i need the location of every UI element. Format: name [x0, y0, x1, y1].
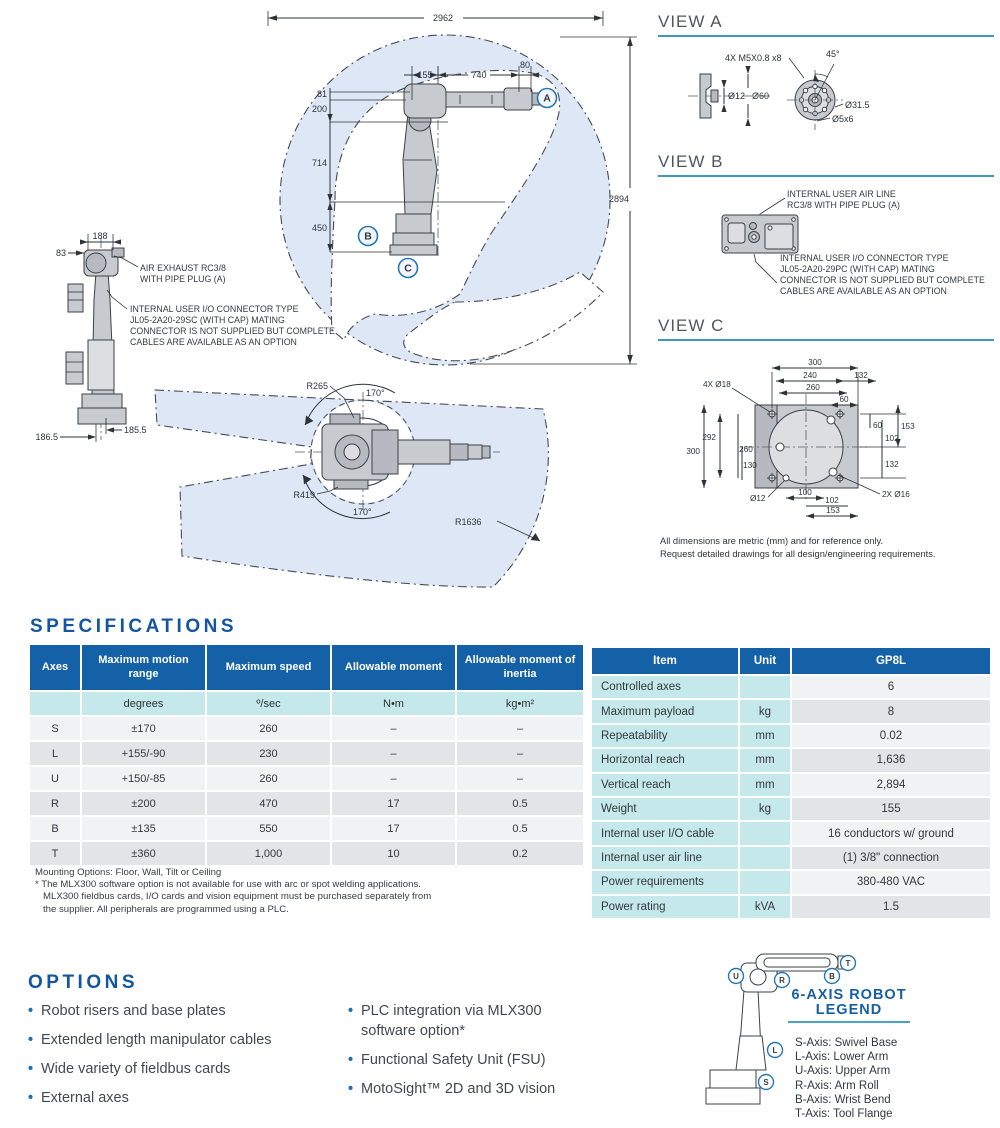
dim-2894: 2894 — [608, 194, 629, 204]
view-c-block — [658, 316, 994, 341]
value-cell: 8 — [792, 700, 990, 722]
dim-angle-top: 170° — [366, 388, 385, 398]
item-cell: Internal user air line — [592, 847, 738, 869]
table-cell: 0.5 — [457, 792, 583, 815]
view-c-dim-b153: 153 — [826, 506, 840, 515]
callout-io-connector-line3: CONNECTOR IS NOT SUPPLIED BUT COMPLETE — [130, 326, 335, 336]
legend-title-line2: LEGEND — [815, 1002, 883, 1018]
item-cell: Vertical reach — [592, 774, 738, 796]
col-header-unit: Unit — [740, 648, 790, 674]
value-cell: 0.02 — [792, 725, 990, 747]
unit-cell — [740, 676, 790, 698]
table-cell: 230 — [207, 742, 330, 765]
unit-cell — [740, 822, 790, 844]
options-column-1 — [28, 1001, 328, 1117]
table-cell: 260 — [207, 767, 330, 790]
unit-cell: mm — [740, 749, 790, 771]
view-b-block — [658, 152, 994, 177]
view-a-bolt-note: 4X M5X0.8 x8 — [725, 53, 782, 63]
view-c-dim-r60: 60 — [873, 421, 883, 430]
item-cell: Internal user I/O cable — [592, 822, 738, 844]
table-cell: +155/-90 — [82, 742, 205, 765]
view-c-dim-l130: 130 — [743, 461, 757, 470]
view-c-dim-t132: 132 — [854, 371, 868, 380]
table-cell: 17 — [332, 817, 455, 840]
view-c-dim-r153: 153 — [901, 422, 915, 431]
axis-balloon-l: L — [772, 1045, 778, 1055]
legend-item-b: B-Axis: Wrist Bend — [795, 1093, 891, 1106]
dim-185-5: 185.5 — [124, 425, 147, 435]
mounting-note: Mounting Options: Floor, Wall, Tilt or Ceiling — [35, 867, 222, 878]
option-item: • Functional Safety Unit (FSU) — [348, 1050, 593, 1070]
view-a-dim-12: Ø12 — [728, 91, 746, 101]
footnote-line2: MLX300 fieldbus cards, I/O cards and vision equipment must be purchased separately from — [43, 891, 432, 903]
legend-item-u: U-Axis: Upper Arm — [795, 1065, 891, 1078]
view-c-dim-t260: 260 — [806, 383, 820, 392]
table-cell: – — [457, 742, 583, 765]
option-item: • PLC integration via MLX300 software option* — [348, 1001, 593, 1041]
dim-186-5: 186.5 — [35, 432, 58, 442]
value-cell: 380-480 VAC — [792, 871, 990, 893]
balloon-view-a-label: A — [543, 92, 551, 105]
profile-view-robot — [66, 238, 126, 440]
view-c-dim-l260: 260 — [739, 445, 753, 454]
view-a-dim-45: 45° — [826, 49, 840, 59]
col-header-item: Item — [592, 648, 738, 674]
table-cell: U — [30, 767, 80, 790]
options-column-2 — [348, 1001, 593, 1108]
view-c-dim-b100: 100 — [798, 488, 812, 497]
view-c-dim-b16: 2X Ø16 — [882, 490, 910, 499]
table-cell: – — [332, 767, 455, 790]
unit-cell: mm — [740, 725, 790, 747]
dim-81: 81 — [316, 89, 327, 99]
view-c-dim-r132: 132 — [885, 460, 899, 469]
spec-footnotes — [35, 867, 431, 916]
item-cell: Maximum payload — [592, 700, 738, 722]
col-header-gp8l: GP8L — [792, 648, 990, 674]
value-cell: 16 conductors w/ ground — [792, 822, 990, 844]
specifications-heading: SPECIFICATIONS — [30, 616, 237, 637]
option-item: • External axes — [28, 1088, 328, 1108]
view-a-dim-5x6: Ø5x6 — [832, 114, 854, 124]
view-a-rule — [658, 35, 994, 37]
unit-cell: kg — [740, 798, 790, 820]
table-cell: – — [457, 767, 583, 790]
col-header-moment-inertia: Allowable moment of inertia — [457, 645, 583, 690]
legend-item-t: T-Axis: Tool Flange — [795, 1108, 893, 1121]
table-cell: – — [332, 742, 455, 765]
unit-cell — [740, 847, 790, 869]
callout-air-exhaust-line1: AIR EXHAUST RC3/8 — [140, 263, 226, 273]
units-cell — [30, 692, 80, 715]
units-cell: º/sec — [207, 692, 330, 715]
footnote-line3: the supplier. All peripherals are programmed using a PLC. — [43, 903, 289, 915]
view-c-dim-r102: 102 — [885, 434, 899, 443]
dim-155: 155 — [417, 70, 433, 80]
view-c-title: VIEW C — [658, 316, 725, 335]
item-cell: Horizontal reach — [592, 749, 738, 771]
table-cell: 0.2 — [457, 842, 583, 865]
option-item: • Extended length manipulator cables — [28, 1030, 328, 1050]
callout-io-connector-line2: JL05-2A20-29SC (WITH CAP) MATING — [130, 315, 285, 325]
view-c-drawing — [658, 348, 994, 532]
col-header-allowable-moment: Allowable moment — [332, 645, 455, 690]
dimension-note — [660, 535, 935, 561]
dim-2962: 2962 — [432, 13, 454, 23]
view-a-dim-60: Ø60 — [752, 91, 770, 101]
table-cell: ±135 — [82, 817, 205, 840]
dim-r265: R265 — [306, 381, 328, 391]
view-b-io-line2: JL05-2A20-29PC (WITH CAP) MATING — [780, 264, 935, 274]
table-cell: 10 — [332, 842, 455, 865]
callout-io-connector-line1: INTERNAL USER I/O CONNECTOR TYPE — [130, 304, 299, 314]
dim-188: 188 — [92, 231, 108, 241]
view-c-dim-l300: 300 — [686, 447, 700, 456]
units-cell: kg•m² — [457, 692, 583, 715]
dimension-note-line1: All dimensions are metric (mm) and for reference only. — [660, 536, 884, 546]
unit-cell: kVA — [740, 896, 790, 918]
axis-balloon-b: B — [829, 971, 835, 981]
axis-balloon-r: R — [779, 975, 785, 985]
callout-io-connector-line4: CABLES ARE AVAILABLE AS AN OPTION — [130, 337, 297, 347]
value-cell: 1,636 — [792, 749, 990, 771]
unit-cell: mm — [740, 774, 790, 796]
table-cell: 1,000 — [207, 842, 330, 865]
option-item: • Robot risers and base plates — [28, 1001, 328, 1021]
dimension-note-line2: Request detailed drawings for all design/engineering requirements. — [660, 549, 936, 559]
view-b-io-line4: CABLES ARE AVAILABLE AS AN OPTION — [780, 286, 947, 296]
view-c-dim-t60: 60 — [839, 395, 849, 404]
legend-title — [788, 988, 910, 1023]
item-cell: Repeatability — [592, 725, 738, 747]
table-cell: S — [30, 717, 80, 740]
view-c-rule — [658, 339, 994, 341]
col-header-motion-range: Maximum motion range — [82, 645, 205, 690]
view-b-rule — [658, 175, 994, 177]
balloon-view-c-label: C — [404, 262, 412, 275]
view-b-title: VIEW B — [658, 152, 724, 171]
table-cell: L — [30, 742, 80, 765]
balloon-view-b-label: B — [364, 230, 372, 243]
axis-balloon-u: U — [733, 971, 739, 981]
legend-item-l: L-Axis: Lower Arm — [795, 1051, 889, 1064]
table-cell: B — [30, 817, 80, 840]
view-c-dim-b102: 102 — [825, 496, 839, 505]
options-heading: OPTIONS — [28, 972, 139, 993]
value-cell: 2,894 — [792, 774, 990, 796]
col-header-max-speed: Maximum speed — [207, 645, 330, 690]
item-cell: Power rating — [592, 896, 738, 918]
table-cell: – — [457, 717, 583, 740]
table-cell: 260 — [207, 717, 330, 740]
table-cell: 550 — [207, 817, 330, 840]
value-cell: 155 — [792, 798, 990, 820]
view-a-drawing — [658, 44, 994, 148]
table-cell: ±360 — [82, 842, 205, 865]
value-cell: 1.5 — [792, 896, 990, 918]
view-b-air-line2: RC3/8 WITH PIPE PLUG (A) — [787, 200, 900, 210]
view-b-io-line3: CONNECTOR IS NOT SUPPLIED BUT COMPLETE — [780, 275, 985, 285]
dim-r419: R419 — [293, 490, 315, 500]
table-cell: R — [30, 792, 80, 815]
view-b-air-line1: INTERNAL USER AIR LINE — [787, 189, 896, 199]
col-header-axes: Axes — [30, 645, 80, 690]
dim-450: 450 — [311, 223, 327, 233]
view-b-io-line1: INTERNAL USER I/O CONNECTOR TYPE — [780, 253, 949, 263]
model-spec-table — [592, 648, 990, 918]
option-item: • Wide variety of fieldbus cards — [28, 1059, 328, 1079]
view-a-dim-315: Ø31.5 — [845, 100, 870, 110]
dim-r1636: R1636 — [455, 517, 482, 527]
dim-angle-bottom: 170° — [353, 507, 372, 517]
unit-cell — [740, 871, 790, 893]
units-cell: degrees — [82, 692, 205, 715]
dim-80: 80 — [519, 60, 531, 70]
item-cell: Weight — [592, 798, 738, 820]
view-c-dim-418: 4X Ø18 — [703, 380, 731, 389]
axis-balloon-t: T — [845, 958, 851, 968]
dim-83: 83 — [55, 248, 66, 258]
item-cell: Controlled axes — [592, 676, 738, 698]
view-c-dim-l292: 292 — [702, 433, 716, 442]
view-a-title: VIEW A — [658, 12, 723, 31]
legend-item-r: R-Axis: Arm Roll — [795, 1079, 879, 1092]
item-cell: Power requirements — [592, 871, 738, 893]
option-item: • MotoSight™ 2D and 3D vision — [348, 1079, 593, 1099]
table-cell: 0.5 — [457, 817, 583, 840]
dim-740: 740 — [471, 70, 487, 80]
view-c-dim-t240: 240 — [803, 371, 817, 380]
table-cell: +150/-85 — [82, 767, 205, 790]
view-c-dim-t300: 300 — [808, 358, 822, 367]
table-cell: 470 — [207, 792, 330, 815]
footnote-line1: * The MLX300 software option is not available for use with arc or spot welding applications. — [35, 879, 421, 891]
value-cell: 6 — [792, 676, 990, 698]
table-cell: 17 — [332, 792, 455, 815]
legend-title-line1: 6-AXIS ROBOT — [791, 987, 907, 1003]
table-cell: T — [30, 842, 80, 865]
dim-714: 714 — [311, 158, 327, 168]
axis-balloon-s: S — [763, 1077, 769, 1087]
view-a-block — [658, 12, 994, 37]
view-b-drawing — [658, 184, 994, 308]
table-cell: ±170 — [82, 717, 205, 740]
dim-200: 200 — [311, 104, 327, 114]
unit-cell: kg — [740, 700, 790, 722]
units-cell: N•m — [332, 692, 455, 715]
legend-items — [795, 1036, 897, 1121]
legend-item-s: S-Axis: Swivel Base — [795, 1037, 898, 1049]
value-cell: (1) 3/8" connection — [792, 847, 990, 869]
view-c-dim-b12: Ø12 — [750, 494, 766, 503]
axes-spec-table — [30, 645, 583, 865]
main-diagram — [0, 0, 660, 612]
table-cell: ±200 — [82, 792, 205, 815]
table-cell: – — [332, 717, 455, 740]
callout-air-exhaust-line2: WITH PIPE PLUG (A) — [140, 274, 226, 284]
